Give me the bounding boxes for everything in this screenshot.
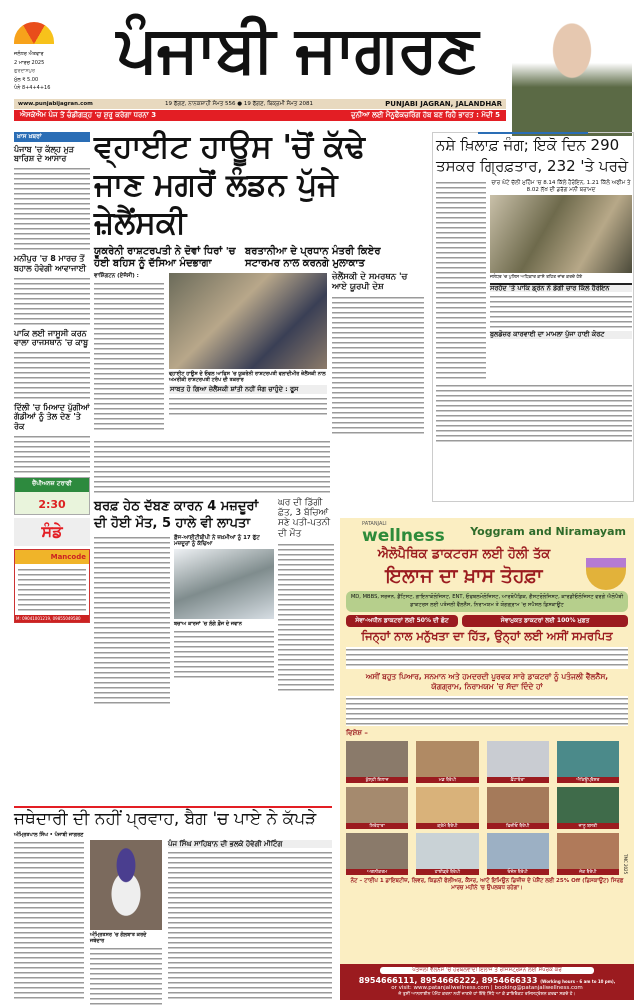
ad-slogan: ਜਿਨ੍ਹਾਂ ਨਾਲ ਮਨੁੱਖਤਾ ਦਾ ਹਿੱਤ, ਉਨ੍ਹਾਂ ਲਈ ਅਸੀਂ ਸਮਰਪਿਤ xyxy=(361,629,613,644)
sunday-promo[interactable] xyxy=(14,518,90,546)
brief-headline[interactable]: ਪੰਜਾਬ 'ਚ ਕੱਲ੍ਹ ਮੁੜ ਬਾਰਿਸ਼ ਦੇ ਆਸਾਰ xyxy=(14,145,75,164)
ad-special-label: ਵਿਸ਼ੇਸ਼ – xyxy=(346,728,368,737)
brief-headline[interactable]: ਦਿੱਲੀ 'ਚ ਮਿਆਦ ਪੁੱਗੀਆਂ ਗੱਡੀਆਂ ਨੂੰ ਤੇਲ ਦੇਣ 'ਤੇ ਰੋਕ xyxy=(14,403,90,431)
masthead-title: ਪੰਜਾਬੀ ਜਾਗਰਣ xyxy=(116,13,478,87)
snow-headline[interactable]: ਬਰਫ਼ ਹੇਠ ਦੱਬਣ ਕਾਰਨ 4 ਮਜ਼ਦੂਰਾਂ ਦੀ ਹੋਈ ਮੌਤ, 5 ਹਾਲੇ ਵੀ ਲਾਪਤਾ xyxy=(94,498,259,531)
therapy-tile: ਐਕਿਊਪ੍ਰੈਸ਼ਰ xyxy=(557,741,619,783)
therapy-tile: ਸ਼ਿਰੋਧਾਰਾ xyxy=(346,787,408,829)
inner-headline[interactable]: ਸਾਬਤ ਹੋ ਗਿਆ ਜ਼ੇਲੈਂਸਕੀ ਸ਼ਾਂਤੀ ਨਹੀਂ ਜੰਗ ਚਾਹੁੰਦੇ : ਰੂਸ xyxy=(169,385,327,394)
sidebar-label: ਖ਼ਾਸ ਖ਼ਬਰਾਂ xyxy=(14,132,90,142)
therapy-tile: ਹਾਈਡ੍ਰੋ ਥੈਰੇਪੀ xyxy=(416,833,478,875)
dateline-bar: www.punjabijagran.com 19 ਫੱਗਣ, ਨਾਨਕਸ਼ਾਹੀ ਸੰਮਤ 556 ● 19 ਫੱਗਣ, ਬਿਕ੍ਰਮੀ ਸੰਮਤ 2081 PUNJABI JAGRAN, JALANDHAR xyxy=(14,99,506,109)
sidebar xyxy=(14,132,90,623)
drugs-column xyxy=(436,135,632,443)
jathedar-caption: ਅੰਮ੍ਰਿਤਸਰ 'ਚ ਗੱਲਬਾਤ ਕਰਦੇ ਜਥੇਦਾਰ xyxy=(90,931,147,944)
ad-slogan-2: ਅਸੀਂ ਬਹੁਤ ਪਿਆਰ, ਸਨਮਾਨ ਅਤੇ ਹਮਦਰਦੀ ਪੂਰਵਕ ਸਾਰੇ ਡਾਕਟਰਾਂ ਨੂੰ ਪਤੰਜਲੀ ਵੈੱਲਨੈੱਸ, ਯੋਗਗ੍ਰਾਮ, ਨਿਰਾਮਯਮ 'ਚ ਸੱਦਾ ਦਿੰਦੇ ਹਾਂ xyxy=(365,671,609,692)
ad-contact xyxy=(340,964,634,1000)
ad-specialties: MD, MBBS, ਸਰਜਨ, ਡੈਂਟਿਸਟ, ਗਾਇਨਾਕੋਲੋਜਿਸਟ, ENT, ਓਫਥਲਮੋਲੋਜਿਸਟ, ਆਰਥੋਪੈਡਿਕ, ਗੈਸਟਰੋਲੋਜਿਸਟ, ਕਾਰਡੀਓਲੋਜਿਸਟ ਵਰਗੇ ਐਲੋਪੈਥੀ ਡਾਕਟਰਸ ਲਈ ਪਤੰਜਲੀ ਵੈੱਲਨੈੱਸ, ਨਿਰਾਮਯਮ ਤੇ ਯੋਗਗ੍ਰਾਮ 'ਚ ਸਪੈਸ਼ਲ ਡਿਸਕਾਊਂਟ xyxy=(346,591,628,613)
brief-headline[interactable]: ਮਨੀਪੁਰ 'ਚ 8 ਮਾਰਚ ਤੋਂ ਬਹਾਲ ਹੋਵੇਗੀ ਆਵਾਜਾਈ xyxy=(14,254,87,273)
teaser-link[interactable]: ਐਸਕੇਐਮ ਪੰਜ ਤੋਂ ਚੰਡੀਗੜ੍ਹ 'ਚ ਸ਼ੁਰੂ ਕਰੇਗਾ ਧਰਨਾ 3 xyxy=(20,111,157,119)
bulldozer-headline[interactable]: ਬੁਲਡੋਜ਼ਰ ਕਾਰਵਾਈ ਦਾ ਮਾਮਲਾ ਪੁੱਜਾ ਹਾਈ ਕੋਰਟ xyxy=(490,331,632,338)
therapy-grid xyxy=(346,741,619,875)
edition-city: ਗੁਰਦਾਸਪੁਰ xyxy=(14,68,35,74)
jathedar-photo xyxy=(90,840,162,930)
drugs-caption: ਜਲੰਧਰ 'ਚ ਪੁਲਿਸ ਅਧਿਕਾਰ ਕਾਸੋ ਤਹਿਤ ਜਾਂਚ ਕਰਦੇ ਹੋਏ xyxy=(490,275,583,281)
ad-phones[interactable]: 8954666111, 8954666222, 8954666333 xyxy=(358,976,538,985)
champions-trophy-promo[interactable] xyxy=(14,477,90,515)
promo-time: 2:30 xyxy=(38,497,66,511)
teaser-link[interactable]: ਦੁਨੀਆ ਲਈ ਮੈਨੂਫੈਕਚਰਿੰਗ ਹੱਬ ਬਣ ਰਿਹੈ ਭਾਰਤ : ਮੋਦੀ 5 xyxy=(350,111,500,119)
website-link[interactable]: www.punjabijagran.com xyxy=(18,101,93,107)
drugs-photo xyxy=(490,195,632,273)
edition-day: ਜਲੰਧਰ ਐਤਵਾਰ xyxy=(14,51,44,57)
promo-brand: ਸੰਡੇ xyxy=(41,521,63,541)
ad-code: TMC 2025 xyxy=(623,854,628,875)
issue-date: 2 ਮਾਰਚ 2025 xyxy=(14,59,45,66)
ad-offer-2: ਸੇਵਾਮੁਕਤ ਡਾਕਟਰਾਂ ਲਈ 100% ਮੁਫ਼ਤ xyxy=(462,615,628,627)
lead-dateline: ਵਾਸ਼ਿੰਗਟਨ (ਏਜੰਸੀ) : xyxy=(94,273,139,279)
patanjali-ad[interactable] xyxy=(340,518,634,1000)
therapy-tile: ਫ਼ੈਂਟਾਥੇਰਾ xyxy=(487,741,549,783)
ad-brand: Mancode xyxy=(15,550,89,564)
jathedar-byline: ਅੰਮ੍ਰਿਤਪਾਲ ਸਿੰਘ • ਪੰਜਾਬੀ ਜਾਗਰਣ xyxy=(14,831,84,838)
lead-headline[interactable]: ਵ੍ਹਾਈਟ ਹਾਊਸ 'ਚੋਂ ਕੱਢੇ ਜਾਣ ਮਗਰੋਂ ਲੰਡਨ ਪੁੱਜੇ ਜ਼ੇਲੈਂਸਕੀ xyxy=(94,129,366,241)
brief-headline[interactable]: ਪਾਕਿ ਲਈ ਜਾਸੂਸੀ ਕਰਨ ਵਾਲਾ ਰਾਜਸਥਾਨ 'ਚ ਕਾਬੂ xyxy=(14,328,89,347)
ad-brand-logo: wellness xyxy=(362,526,445,546)
ad-note: ਨੋਟ – ਟਾਈਪ 1 ਡਾਇਬਟੀਜ਼, ਲਿਵਰ, ਕਿਡਨੀ ਫੇਲੀਅਰ, ਕੈਂਸਰ, ਆਟੋ ਇਮਿਊਨ ਡਿਜ਼ੀਜ਼ ਦੇ ਪੇਸ਼ੈਂਟ ਲਈ 25% Off (ਡਿਸਕਾਊਂਟ) ਸਿਰਫ਼ ਮਾਰਚ ਮਹੀਨੇ 'ਚ ਉਪਲਬਧ ਰਹੇਗਾ। xyxy=(350,877,624,891)
drugs-headline[interactable]: ਨਸ਼ੇ ਖ਼ਿਲਾਫ਼ ਜੰਗ; ਇਕੋ ਦਿਨ 290 ਤਸਕਰ ਗ੍ਰਿਫ਼ਤਾਰ, 232 'ਤੇ ਪਰਚੇ xyxy=(436,136,629,175)
ad-brand-top: PATANJALI xyxy=(362,521,387,527)
therapy-tile: ਜਾਨੂ ਬਸਤੀ xyxy=(557,787,619,829)
jathedar-section xyxy=(14,806,332,1006)
edition-info xyxy=(14,50,90,93)
lead-caption: ਵ੍ਹਾਈਟ ਹਾਊਸ ਦੇ ਓਵਲ ਆਫਿਸ 'ਚ ਯੂਕਰੇਨੀ ਰਾਸ਼ਟਰਪਤੀ ਵਲਾਦੀਮੀਰ ਜ਼ੇਲੈਂਸਕੀ ਨਾਲ ਅਮਰੀਕੀ ਰਾਸ਼ਟਰਪਤੀ ਟਰੰਪ ਦੀ ਤਕਰਾਰ xyxy=(169,371,326,383)
ad-phone: M: 09041001219, 09855049580 xyxy=(15,615,89,622)
promo-title: ਚੈਂਪੀਅਨਜ਼ ਟਰਾਫੀ xyxy=(32,479,72,487)
prime-minister-photo xyxy=(512,14,632,136)
therapy-tile: ਮਡ ਥੈਰੇਪੀ xyxy=(416,741,478,783)
therapy-tile: ਜੋਕ ਥੈਰੇਪੀ xyxy=(557,833,619,875)
therapy-tile: ਓਜ਼ੋਨ ਥੈਰੇਪੀ xyxy=(487,833,549,875)
ad-footer: ਜੇ ਤੁਸੀਂ ਆਨਲਾਈਨ ਪੇਮੈਂਟ ਕਰਨਾ ਨਹੀਂ ਜਾਣਦੇ ਹਾਂ ਇੱਥੇ ਸਿੱਧੇ ਆ ਕੇ ਡਾਇਰੈਕਟ ਰਜਿਸਟ੍ਰੇਸ਼ਨ ਕਰਵਾ ਸਕਦੇ ਹੋ। xyxy=(398,992,576,997)
ad-web[interactable]: or visit: www.patanjaliwellness.com | booking@patanjaliwellness.com xyxy=(391,985,583,991)
snow-subhead: ਫ਼ੌਜ-ਆਈਟੀਬੀਪੀ ਨੇ ਜ਼ਖ਼ਮੀਆਂ ਨੂੰ 17 ਫੁੱਟ ਮਜ਼ਦੂਰਾਂ ਨੂੰ ਕੱਢਿਆ xyxy=(174,534,260,547)
classified-ad[interactable] xyxy=(14,549,90,623)
side-headline[interactable]: ਜ਼ੇਲੈਂਸਕੀ ਦੇ ਸਮਰਥਨ 'ਚ ਆਏ ਯੂਰਪੀ ਦੇਸ਼ xyxy=(332,272,408,292)
snow-caption: ਬਚਾਅ ਕਾਰਜਾਂ 'ਚ ਲੱਗੇ ਫ਼ੌਜ ਦੇ ਜਵਾਨ xyxy=(174,621,242,628)
ad-hours: (Working hours - 6 am to 10 pm), xyxy=(540,979,616,984)
ad-title-2: ਇਲਾਜ ਦਾ ਖ਼ਾਸ ਤੋਹਫ਼ਾ xyxy=(385,564,543,587)
publisher: PUNJABI JAGRAN, JALANDHAR xyxy=(385,100,502,108)
snow-photo xyxy=(174,549,274,619)
ad-contact-head: ਪਤੰਜਲੀ ਵੈੱਲਨੈੱਸ 'ਚ ਹਰਬਲਵਾਦੀ ਇਲਾਜ ਤੇ ਰਜਿਸਟ੍ਰੇਸ਼ਨ ਲਈ ਸੰਪਰਕ ਕਰੋ xyxy=(380,967,594,974)
therapy-tile: ਕੁੱਲ੍ਹੀ ਇਲਾਜ xyxy=(346,741,408,783)
logo-icon xyxy=(14,22,54,44)
jathedar-headline[interactable]: ਜਥੇਦਾਰੀ ਦੀ ਨਹੀਂ ਪ੍ਰਵਾਹ, ਬੈਗ 'ਚ ਪਾਏ ਨੇ ਕੱਪੜੇ xyxy=(14,809,317,829)
ad-title-1: ਐਲੋਪੈਥਿਕ ਡਾਕਟਰਸ ਲਈ ਹੋਲੀ ਤੱਕ xyxy=(377,547,551,562)
price: ਮੁੱਲ ₹ 5.00 xyxy=(14,76,39,83)
therapy-tile: ਫਿਜ਼ੀਓ ਥੈਰੇਪੀ xyxy=(487,787,549,829)
lead-subhead: ਬਰਤਾਨੀਆ ਦੇ ਪ੍ਰਧਾਨ ਮੰਤਰੀ ਕਿਏਰ ਸਟਾਰਮਰ ਨਾਲ ਕਰਨਗੇ ਮੁਲਾਕਾਤ xyxy=(245,246,381,269)
ad-title-en: Yoggram and Niramayam xyxy=(470,525,626,538)
drugs-bullet: ਚਾਰ ਘੰਟੇ ਚੱਲੀ ਮੁਹਿੰਮ 'ਚ 8.14 ਕਿੱਲੋ ਹੈਰੋਇਨ, 1.21 ਕਿੱਲੋ ਅਫੀਮ ਤੇ 8.02 ਲੱਖ ਦੀ ਡਰੱਗ ਮਨੀ ਬਰਾਮਦ xyxy=(491,180,631,193)
bikrami-date: 19 ਫੱਗਣ, ਬਿਕ੍ਰਮੀ ਸੰਮਤ 2081 xyxy=(243,100,314,107)
teaser-bar xyxy=(14,110,506,121)
holi-bowl-icon xyxy=(586,558,626,590)
drone-headline[interactable]: ਸਰਹੱਦ 'ਤੇ ਪਾਕਿ ਡ੍ਰੋਨ ਨੇ ਡੇਗੀ ਚਾਰ ਕਿੱਲੋ ਹੈਰੋਇਨ xyxy=(490,283,632,292)
nanakshahi-date: 19 ਫੱਗਣ, ਨਾਨਕਸ਼ਾਹੀ ਸੰਮਤ 556 xyxy=(165,100,236,107)
roof-headline[interactable]: ਘਰ ਦੀ ਡਿੱਗੀ ਛੱਤ, 3 ਬੱਚਿਆਂ ਸਣੇ ਪਤੀ-ਪਤਨੀ ਦੀ ਮੌਤ xyxy=(278,497,331,539)
lead-photo xyxy=(169,273,327,369)
therapy-tile: ਕ੍ਰੋਮੋ ਥੈਰੇਪੀ xyxy=(416,787,478,829)
ad-offer-1: ਸੇਵਾ-ਅਧੀਨ ਡਾਕਟਰਾਂ ਲਈ 50% ਦੀ ਛੋਟ xyxy=(346,615,458,627)
page-count: ਪੰਨੇ 8+4+4+16 xyxy=(14,85,51,91)
meeting-headline[interactable]: ਪੰਜ ਸਿੰਘ ਸਾਹਿਬਾਨ ਦੀ ਭਲਕੇ ਹੋਵੇਗੀ ਮੀਟਿੰਗ xyxy=(168,840,332,848)
therapy-tile: ਅਗਨੀਕਰਮ xyxy=(346,833,408,875)
lead-subhead: ਯੂਕਰੇਨੀ ਰਾਸ਼ਟਰਪਤੀ ਨੇ ਦੋਵਾਂ ਧਿਰਾਂ 'ਚ ਹੋਈ ਬਹਿਸ ਨੂੰ ਦੱਸਿਆ ਮੰਦਭਾਗਾ xyxy=(94,246,236,269)
